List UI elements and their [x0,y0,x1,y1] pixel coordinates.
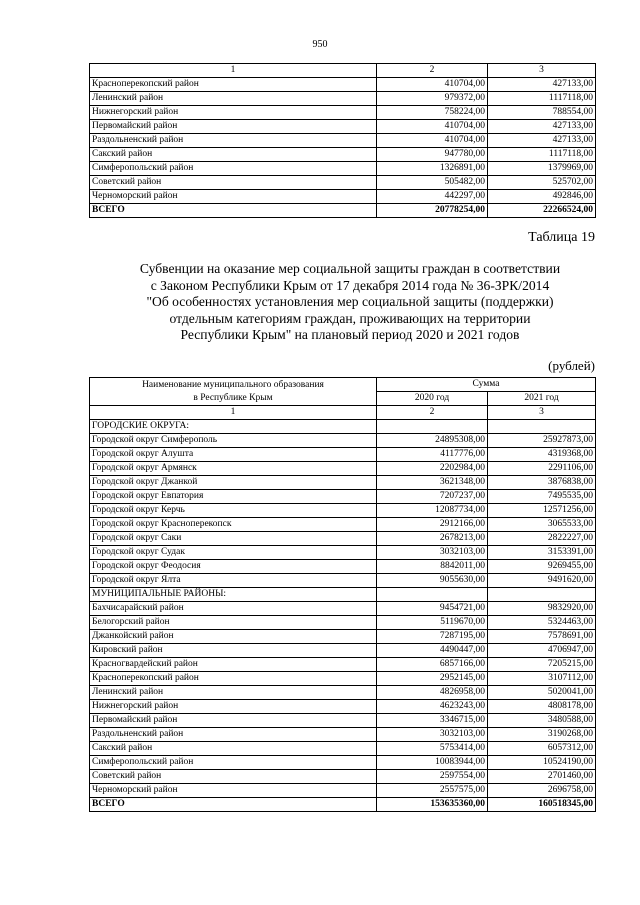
row-name: Городской округ Симферополь [90,434,377,448]
value-2020: 2952145,00 [377,672,488,686]
value-2021: 1379969,00 [488,162,596,176]
row-name: Городской округ Ялта [90,574,377,588]
page-number: 950 [312,39,328,50]
row-name: МУНИЦИПАЛЬНЫЕ РАЙОНЫ: [90,588,377,602]
value-2020: 12087734,00 [377,504,488,518]
total-row [90,798,596,812]
header-year-2021: 2021 год [488,392,596,406]
table-row [90,162,596,176]
table-row [90,532,596,546]
table-row [90,770,596,784]
value-2020: 5119670,00 [377,616,488,630]
table-row [90,190,596,204]
value-2021: 7205215,00 [488,658,596,672]
value-2020: 979372,00 [377,92,488,106]
value-2020: 2557575,00 [377,784,488,798]
row-name: Городской округ Судак [90,546,377,560]
value-2020: 2912166,00 [377,518,488,532]
title-line: отдельным категориям граждан, проживающих на территории [169,310,531,326]
value-2020 [377,588,488,602]
row-name: Ленинский район [90,686,377,700]
value-2020: 3346715,00 [377,714,488,728]
table-continuation [89,63,596,218]
table-row [90,546,596,560]
table-row [90,92,596,106]
table-label: Таблица 19 [528,230,595,245]
value-2020: 7207237,00 [377,490,488,504]
value-2021: 1117118,00 [488,148,596,162]
value-2020: 9055630,00 [377,574,488,588]
total-label: ВСЕГО [90,204,377,218]
row-name: Черноморский район [90,784,377,798]
column-number-row [90,64,596,78]
row-name: Раздольненский район [90,728,377,742]
table-row [90,476,596,490]
value-2021: 7578691,00 [488,630,596,644]
value-2021: 3107112,00 [488,672,596,686]
row-name: Нижнегорский район [90,700,377,714]
table-row [90,784,596,798]
value-2021: 4808178,00 [488,700,596,714]
table-row [90,120,596,134]
value-2021: 5020041,00 [488,686,596,700]
row-name: Сакский район [90,148,377,162]
table-row [90,742,596,756]
value-2020: 4490447,00 [377,644,488,658]
value-2021: 22266524,00 [488,204,596,218]
value-2021: 427133,00 [488,120,596,134]
column-number: 1 [90,406,377,420]
table-row [90,78,596,92]
table-row [90,490,596,504]
table-row [90,700,596,714]
value-2021: 7495535,00 [488,490,596,504]
title-line: Республики Крым" на плановый период 2020 и 2021 годов [180,327,520,343]
header-name-cell [90,378,377,406]
row-name: Симферопольский район [90,162,377,176]
row-name: Городской округ Армянск [90,462,377,476]
value-2021: 2822227,00 [488,532,596,546]
row-name: Черноморский район [90,190,377,204]
table-row [90,616,596,630]
table-row [90,588,596,602]
row-name: ГОРОДСКИЕ ОКРУГА: [90,420,377,434]
table-row [90,448,596,462]
row-name: Раздольненский район [90,134,377,148]
header-sum: Сумма [377,378,596,392]
value-2021: 3190268,00 [488,728,596,742]
table-row [90,504,596,518]
value-2021: 4319368,00 [488,448,596,462]
title-line: Субвенции на оказание мер социальной защиты граждан в соответствии [139,261,561,276]
value-2020: 20778254,00 [377,204,488,218]
value-2020: 4117776,00 [377,448,488,462]
table-row [90,148,596,162]
value-2020: 4826958,00 [377,686,488,700]
value-2021: 525702,00 [488,176,596,190]
value-2020: 410704,00 [377,134,488,148]
value-2020: 5753414,00 [377,742,488,756]
value-2020: 10083944,00 [377,756,488,770]
title-line: с Законом Республики Крым от 17 декабря 2014 года № 36-ЗРК/2014 [150,277,550,293]
row-name: Городской округ Красноперекопск [90,518,377,532]
value-2021: 427133,00 [488,78,596,92]
value-2020: 505482,00 [377,176,488,190]
value-2020: 442297,00 [377,190,488,204]
row-name: Городской округ Алушта [90,448,377,462]
value-2020: 153635360,00 [377,798,488,812]
row-name: Городской округ Джанкой [90,476,377,490]
value-2021: 9269455,00 [488,560,596,574]
value-2020: 2202984,00 [377,462,488,476]
value-2021: 788554,00 [488,106,596,120]
row-name: Сакский район [90,742,377,756]
table-row [90,106,596,120]
row-name: Советский район [90,176,377,190]
value-2021: 2701460,00 [488,770,596,784]
value-2021: 3 [488,64,596,78]
table-title [95,261,605,344]
value-2021: 6057312,00 [488,742,596,756]
table-row [90,560,596,574]
value-2021: 3153391,00 [488,546,596,560]
row-name: Красногвардейский район [90,658,377,672]
row-name: Белогорский район [90,616,377,630]
row-name: Городской округ Саки [90,532,377,546]
value-2020: 3032103,00 [377,728,488,742]
value-2021: 160518345,00 [488,798,596,812]
value-2021: 10524190,00 [488,756,596,770]
value-2020: 7287195,00 [377,630,488,644]
table-row [90,518,596,532]
total-row [90,204,596,218]
subvention-table [89,377,596,812]
row-name: Кировский район [90,644,377,658]
value-2020: 3032103,00 [377,546,488,560]
value-2021 [488,588,596,602]
value-2021: 1117118,00 [488,92,596,106]
value-2020: 2 [377,64,488,78]
table-row [90,134,596,148]
value-2021: 2291106,00 [488,462,596,476]
value-2020: 8842011,00 [377,560,488,574]
value-2021: 3065533,00 [488,518,596,532]
header-name-line: в Республике Крым [193,392,273,403]
value-2021: 3876838,00 [488,476,596,490]
title-line: "Об особенностях установления мер социальной защиты (поддержки) [146,294,554,310]
table-row [90,644,596,658]
table-row [90,728,596,742]
table-row [90,462,596,476]
total-label: ВСЕГО [90,798,377,812]
value-2021: 427133,00 [488,134,596,148]
value-2020: 2678213,00 [377,532,488,546]
value-2020: 4623243,00 [377,700,488,714]
column-number: 3 [488,406,596,420]
table-row [90,434,596,448]
value-2020: 410704,00 [377,78,488,92]
value-2021: 9491620,00 [488,574,596,588]
value-2021: 9832920,00 [488,602,596,616]
header-name-line: Наименование муниципального образования [142,379,324,390]
table-row [90,420,596,434]
table-row [90,574,596,588]
value-2020: 410704,00 [377,120,488,134]
value-2021: 2696758,00 [488,784,596,798]
table-row [90,756,596,770]
row-name: Городской округ Феодосия [90,560,377,574]
row-name: Джанкойский район [90,630,377,644]
table-row [90,672,596,686]
value-2020: 24895308,00 [377,434,488,448]
row-name: Красноперекопский район [90,672,377,686]
value-2021: 12571256,00 [488,504,596,518]
column-number: 1 [90,64,377,78]
value-2021: 4706947,00 [488,644,596,658]
row-name: Бахчисарайский район [90,602,377,616]
value-2020 [377,420,488,434]
table-row [90,602,596,616]
row-name: Нижнегорский район [90,106,377,120]
value-2020: 6857166,00 [377,658,488,672]
value-2020: 3621348,00 [377,476,488,490]
row-name: Красноперекопский район [90,78,377,92]
value-2021: 5324463,00 [488,616,596,630]
value-2020: 9454721,00 [377,602,488,616]
row-name: Городской округ Керчь [90,504,377,518]
row-name: Первомайский район [90,714,377,728]
column-number: 2 [377,406,488,420]
value-2021 [488,420,596,434]
table-row [90,686,596,700]
row-name: Ленинский район [90,92,377,106]
row-name: Городской округ Евпатория [90,490,377,504]
table-row [90,176,596,190]
header-year-2020: 2020 год [377,392,488,406]
units-label: (рублей) [548,358,595,373]
row-name: Симферопольский район [90,756,377,770]
row-name: Первомайский район [90,120,377,134]
value-2021: 492846,00 [488,190,596,204]
value-2021: 25927873,00 [488,434,596,448]
row-name: Советский район [90,770,377,784]
value-2020: 2597554,00 [377,770,488,784]
table-row [90,630,596,644]
value-2021: 3480588,00 [488,714,596,728]
table-row [90,658,596,672]
table-row [90,714,596,728]
value-2020: 758224,00 [377,106,488,120]
value-2020: 1326891,00 [377,162,488,176]
value-2020: 947780,00 [377,148,488,162]
